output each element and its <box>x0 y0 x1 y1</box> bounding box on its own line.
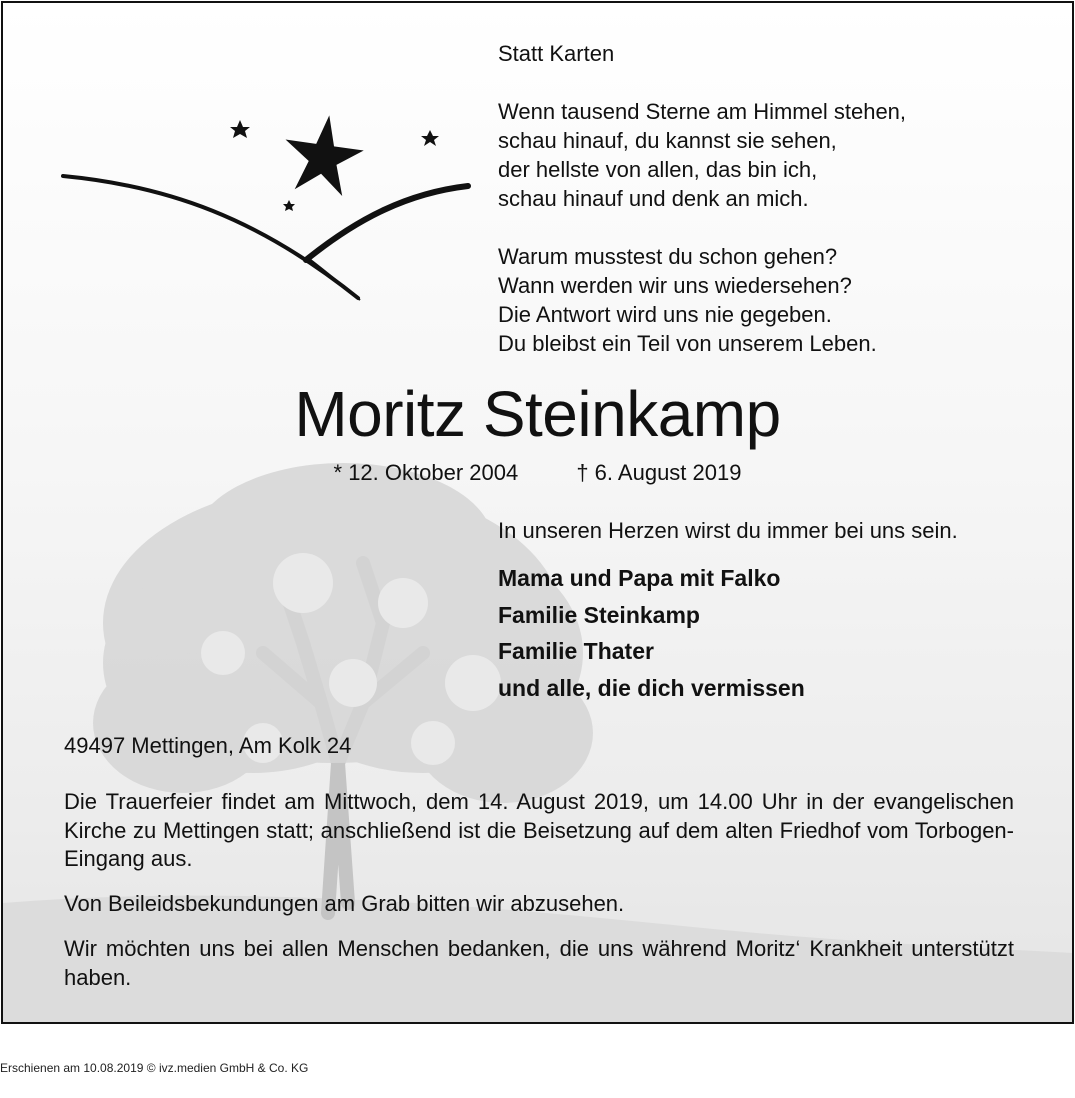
deceased-name: Moritz Steinkamp <box>294 378 781 450</box>
poem-line: Wann werden wir uns wiedersehen? <box>498 273 852 298</box>
mourner-line: und alle, die dich vermissen <box>498 674 805 701</box>
poem-line: Wenn tausend Sterne am Himmel stehen, <box>498 99 907 124</box>
thanks-paragraph: Wir möchten uns bei allen Menschen bedanken, die uns während Moritz‘ Krankheit unterstützt haben. <box>64 936 1014 990</box>
mourner-line: Mama und Papa mit Falko <box>498 565 781 591</box>
poem <box>498 39 1058 358</box>
poem-line: Warum musstest du schon gehen? <box>498 244 838 269</box>
poem-line: Du bleibst ein Teil von unserem Leben. <box>498 331 877 356</box>
publication-footer: Erschienen am 10.08.2019 © ivz.medien GmbH & Co. KG <box>0 1061 309 1075</box>
death-date: † 6. August 2019 <box>576 460 742 485</box>
funeral-info-paragraph: Die Trauerfeier findet am Mittwoch, dem 14. August 2019, um 14.00 Uhr in der evangelischen Kirche zu Mettingen statt; anschließend ist die Beisetzung auf dem alten Friedhof vom Torbogen-Eingang aus. <box>64 789 1014 871</box>
mourner-line: Familie Steinkamp <box>498 601 700 628</box>
poem-line: schau hinauf, du kannst sie sehen, <box>498 128 837 153</box>
condolence-note-paragraph: Von Beileidsbekundungen am Grab bitten wir abzusehen. <box>64 891 625 916</box>
mourner-line: Familie Thater <box>498 638 654 664</box>
poem-line: der hellste von allen, das bin ich, <box>498 157 818 182</box>
poem-heading: Statt Karten <box>498 41 615 66</box>
life-dates <box>3 458 1072 488</box>
shooting-star-icon <box>58 108 478 308</box>
motto: In unseren Herzen wirst du immer bei uns sein. <box>498 518 958 543</box>
mourners-list <box>498 560 805 706</box>
poem-line: Die Antwort wird uns nie gegeben. <box>498 302 832 327</box>
birth-date: * 12. Oktober 2004 <box>333 460 519 485</box>
obituary-notice <box>1 1 1074 1024</box>
address: 49497 Mettingen, Am Kolk 24 <box>64 733 352 758</box>
poem-line: schau hinauf und denk an mich. <box>498 186 809 211</box>
